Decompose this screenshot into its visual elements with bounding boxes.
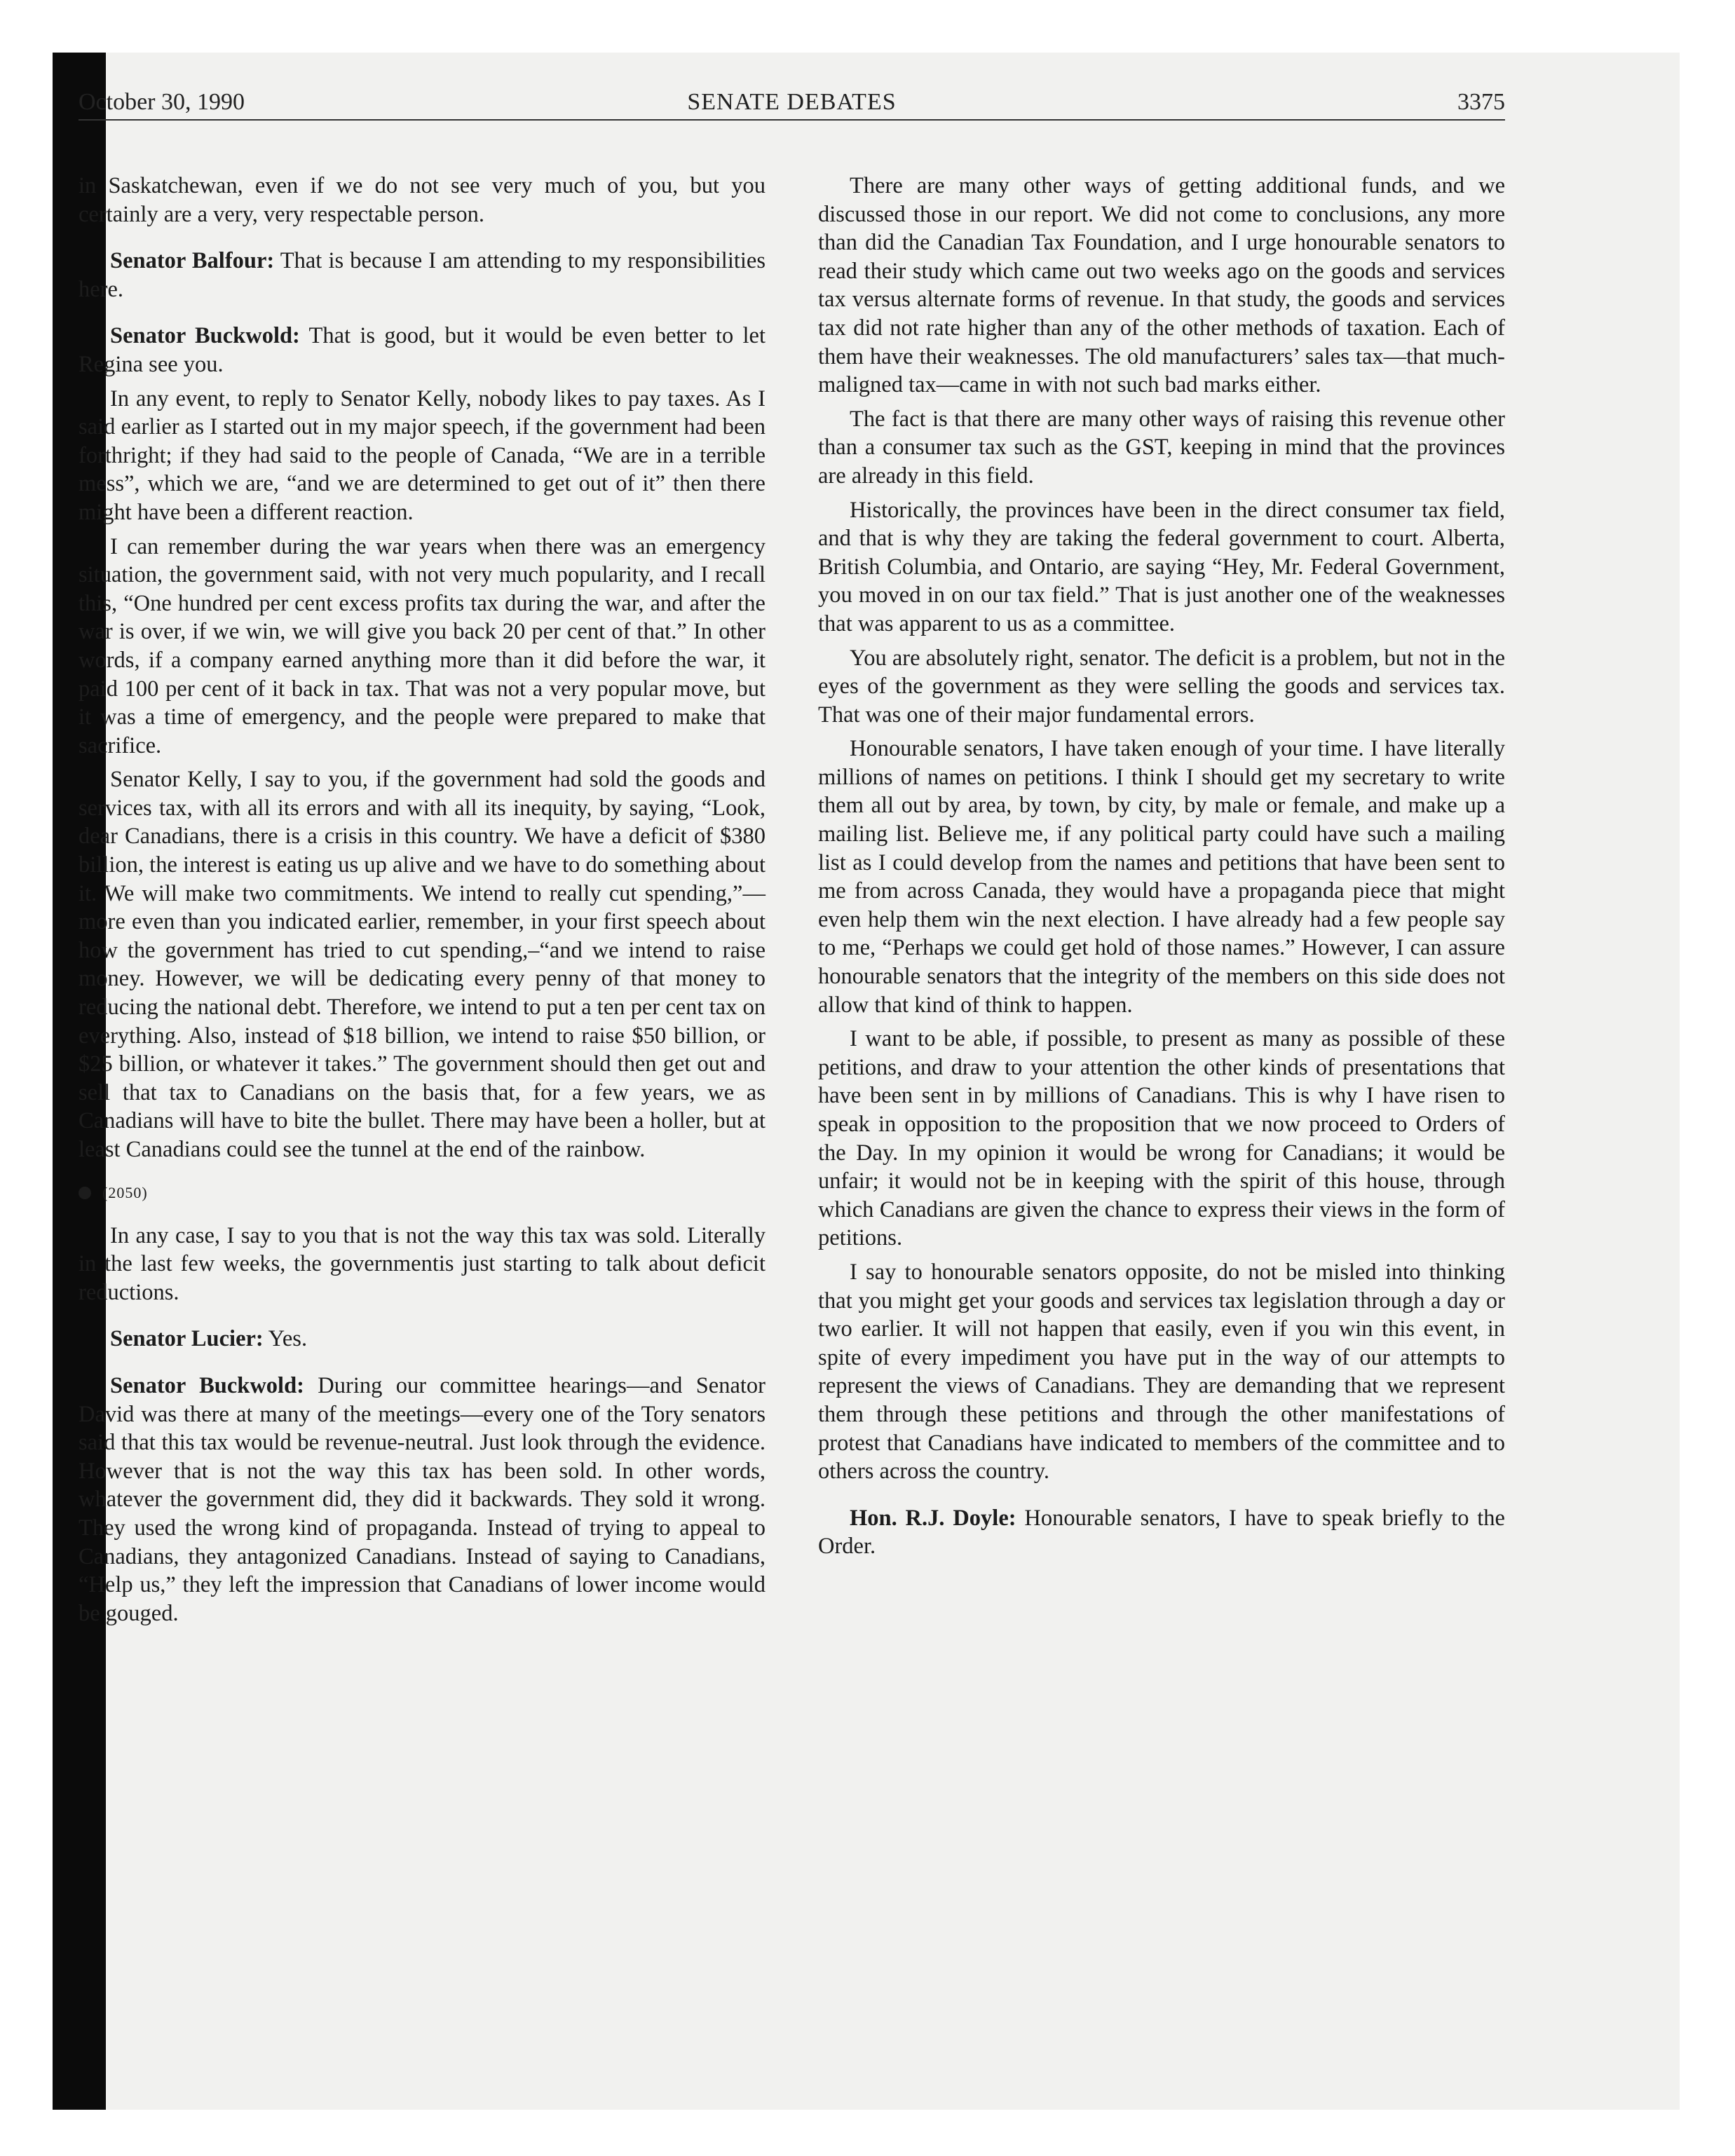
speaker-name: Senator Lucier: (110, 1326, 264, 1352)
paragraph: in Saskatchewan, even if we do not see very much of you, but you certainly are a very, very respectable person. (79, 173, 766, 227)
paragraph: I can remember during the war years when there was an emergency situation, the government said, with not very much popularity, and I recall this, “One hundred per cent excess profits tax during the war, and after the war is over, if we win, we will give you back 20 per cent of that.” In other words, if a company earned anything more than it did before the war, it paid 100 per cent of it back in tax. That was not a very popular move, but it was a time of emergency, and the people were prepared to make that sacrifice. (79, 533, 766, 758)
paragraph: Honourable senators, I have taken enough of your time. I have literally millions of names on petitions. I think I should get my secretary to write them all out by area, by town, by city, by male or female, and make up a mailing list. Believe me, if any political party could have such a mailing list as I could develop from the names and petitions that have been sent to me from across Canada, they would have a propaganda piece that might even help them win the next election. I have already had a few people say to me, “Perhaps we could get hold of those names.” However, I can assure honourable senators that the integrity of the members on this side does not allow that kind of think to happen. (818, 736, 1505, 1018)
paragraph (79, 247, 766, 303)
time-marker (79, 1182, 766, 1203)
time-marker-text: (2050) (102, 1183, 148, 1201)
header-title: SENATE DEBATES (687, 89, 897, 115)
paragraph: You are absolutely right, senator. The deficit is a problem, but not in the eyes of the government as they were selling the goods and services tax. That was one of their major fundamental errors. (818, 645, 1505, 728)
right-column (818, 172, 1505, 1561)
paragraph (79, 1372, 766, 1628)
paragraph (79, 322, 766, 378)
paragraph (818, 1504, 1505, 1561)
speech-text: That is because I am attending to my responsibilities here. (79, 248, 766, 302)
speech-text: During our committee hearings—and Senator David was there at many of the meetings—every one of the Tory senators said that this tax would be revenue-neutral. Just look through the evidence. However that is not the way this tax has been sold. In other words, whatever the government did, they did it backwards. They sold it wrong. They used the wrong kind of propaganda. Instead of trying to appeal to Canadians, they antagonized Canadians. Instead of saying to Canadians, “Help us,” they left the impression that Canadians of lower income would be gouged. (79, 1372, 766, 1626)
speaker-name: Hon. R.J. Doyle: (850, 1505, 1016, 1531)
header-date: October 30, 1990 (79, 89, 245, 115)
speaker-name: Senator Buckwold: (110, 1372, 304, 1398)
paragraph: Historically, the provinces have been in the direct consumer tax field, and that is why they are taking the federal government to court. Alberta, British Columbia, and Ontario, are saying “Hey, Mr. Federal Government, you moved in on our tax field.” That is just another one of the weaknesses that was apparent to us as a committee. (818, 497, 1505, 636)
paragraph: The fact is that there are many other ways of raising this revenue other than a consumer tax such as the GST, keeping in mind that the provinces are already in this field. (818, 406, 1505, 489)
paragraph: There are many other ways of getting additional funds, and we discussed those in our report. We did not come to conclusions, any more than did the Canadian Tax Foundation, and I urge honourable senators to read their study which came out two weeks ago on the goods and services tax versus alternate forms of revenue. In that study, the goods and services tax did not rate higher than any of the other methods of taxation. Each of them have their weaknesses. The old manufacturers’ sales tax—that much-maligned tax—came in with not such bad marks either. (818, 173, 1505, 398)
speech-text: Yes. (263, 1326, 308, 1352)
paragraph: Senator Kelly, I say to you, if the government had sold the goods and services tax, with all its errors and with all its inequity, by saying, “Look, dear Canadians, there is a crisis in this country. We have a deficit of $380 billion, the interest is eating us up alive and we have to do something about it. We will make two commitments. We intend to really cut spending,”—more even than you indicated earlier, remember, in your first speech about how the government has tried to cut spending,–“and we intend to raise money. However, we will be dedicating every penny of that money to reducing the national debt. Therefore, we intend to put a ten per cent tax on everything. Also, instead of $18 billion, we intend to raise $50 billion, or $25 billion, or whatever it takes.” The government should then get out and sell that tax to Canadians on the basis that, for a few years, we as Canadians will have to bite the bullet. There may have been a holler, but at least Canadians could see the tunnel at the end of the rainbow. (79, 767, 766, 1162)
paragraph: In any case, I say to you that is not the way this tax was sold. Literally in the last few weeks, the governmentis just starting to talk about deficit reductions. (79, 1222, 766, 1305)
header-page-number: 3375 (1457, 89, 1505, 115)
speaker-name: Senator Balfour: (110, 248, 275, 274)
left-column (79, 172, 766, 1628)
paragraph (79, 1325, 766, 1353)
paragraph: I want to be able, if possible, to present as many as possible of these petitions, and draw to your attention the other kinds of presentations that have been sent in by millions of Canadians. This is why I have risen to speak in opposition to the proposition that we now proceed to Orders of the Day. In my opinion it would be wrong for Canadians; it would be unfair; it would not be in keeping with the spirit of this house, through which Canadians are given the chance to express their views in the form of petitions. (818, 1026, 1505, 1251)
bullet-icon (79, 1187, 91, 1199)
paragraph: I say to honourable senators opposite, do not be misled into thinking that you might get your goods and services tax legislation through a day or two earlier. It will not happen that easily, even if you win this event, in spite of every impediment you have put in the way of our attempts to represent the views of Canadians. They are demanding that we represent them through these petitions and through the other manifestations of protest that Canadians have indicated to members of the committee and to others across the country. (818, 1259, 1505, 1485)
speaker-name: Senator Buckwold: (110, 323, 300, 349)
speech-text: Honourable senators, I have to speak briefly to the Order. (818, 1505, 1505, 1560)
speech-text: That is good, but it would be even better to let Regina see you. (79, 323, 766, 377)
header-rule (79, 119, 1505, 121)
paragraph: In any event, to reply to Senator Kelly, nobody likes to pay taxes. As I said earlier as I started out in my major speech, if the government had been forthright; if they had said to the people of Canada, “We are in a terrible mess”, which we are, “and we are determined to get out of it” then there might have been a different reaction. (79, 386, 766, 525)
